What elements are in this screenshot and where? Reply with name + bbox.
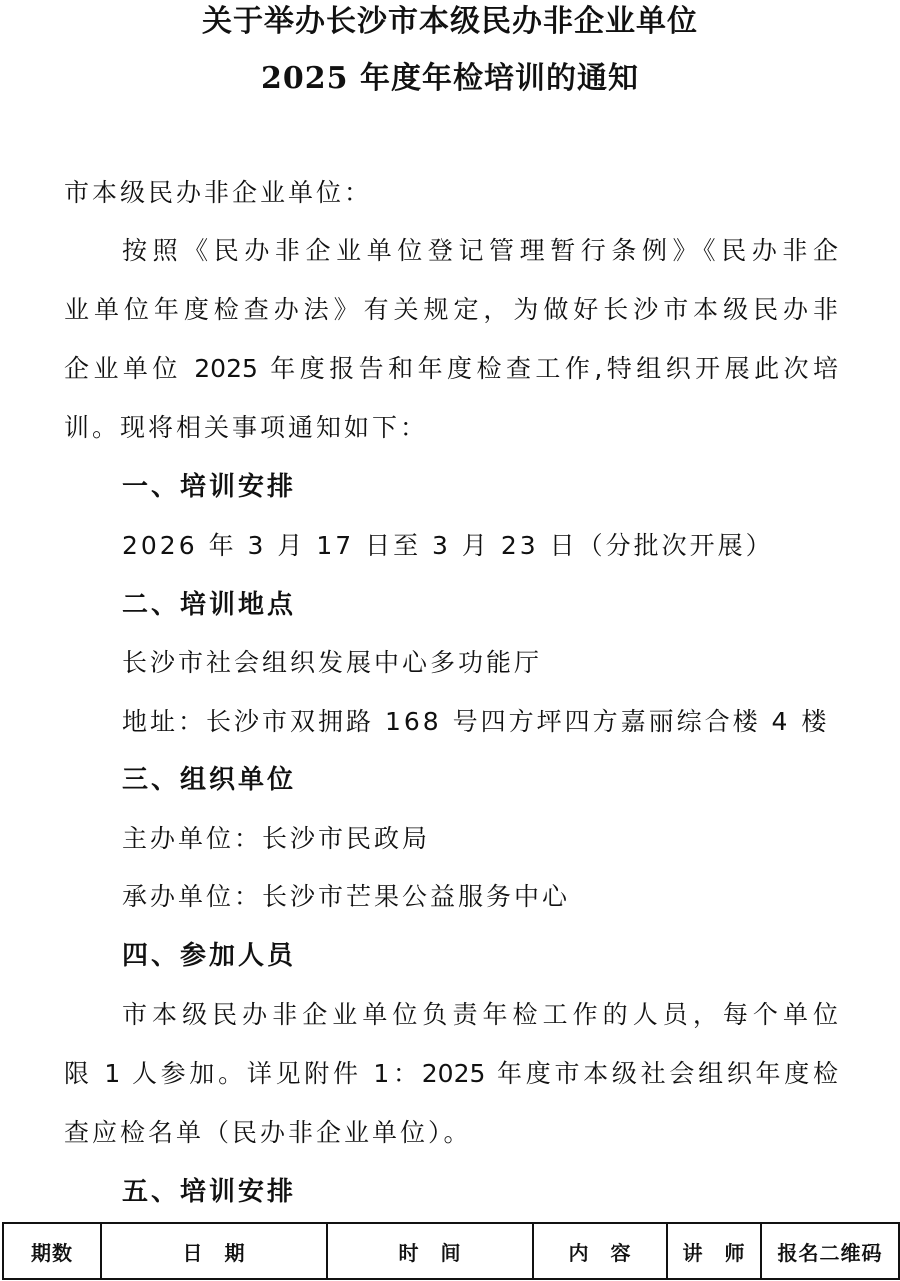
- schedule-table: [2, 1222, 900, 1280]
- column-header-lecturer: 讲 师: [667, 1223, 761, 1279]
- section-heading-participants: 四、参加人员: [122, 941, 297, 971]
- section-heading-location: 二、培训地点: [122, 590, 297, 620]
- participants-line: 限 1 人参加。详见附件 1：2025 年度市本级社会组织年度检: [64, 1059, 838, 1088]
- training-dates: 2026 年 3 月 17 日至 3 月 23 日（分批次开展）: [122, 531, 774, 560]
- co-organizer: 承办单位：长沙市芒果公益服务中心: [122, 882, 571, 911]
- venue-address: 地址：长沙市双拥路 168 号四方坪四方嘉丽综合楼 4 楼: [122, 707, 830, 736]
- column-header-date: 日 期: [101, 1223, 327, 1279]
- intro-line: 业单位年度检查办法》有关规定，为做好长沙市本级民办非: [64, 295, 838, 324]
- venue-name: 长沙市社会组织发展中心多功能厅: [122, 648, 543, 677]
- host-organizer: 主办单位：长沙市民政局: [122, 824, 431, 853]
- column-header-qr-code: 报名二维码: [761, 1223, 899, 1279]
- title-line-2: 2025 年度年检培训的通知: [261, 61, 639, 96]
- column-header-time: 时 间: [327, 1223, 533, 1279]
- section-heading-organizers: 三、组织单位: [122, 765, 297, 795]
- participants-line: 查应检名单（民办非企业单位）。: [64, 1118, 472, 1147]
- section-heading-training: 一、培训安排: [122, 472, 297, 502]
- participants-line: 市本级民办非企业单位负责年检工作的人员，每个单位: [122, 1000, 838, 1029]
- section-heading-schedule: 五、培训安排: [122, 1177, 297, 1207]
- column-header-content: 内 容: [533, 1223, 667, 1279]
- column-header-period: 期数: [3, 1223, 101, 1279]
- intro-line: 训。现将相关事项通知如下：: [64, 413, 429, 442]
- schedule-header-row: [3, 1223, 899, 1279]
- salutation: 市本级民办非企业单位：: [64, 178, 373, 207]
- intro-line: 企业单位 2025 年度报告和年度检查工作,特组织开展此次培: [64, 354, 838, 383]
- title-line-1: 关于举办长沙市本级民办非企业单位: [202, 4, 698, 39]
- intro-line: 按照《民办非企业单位登记管理暂行条例》《民办非企: [122, 236, 838, 265]
